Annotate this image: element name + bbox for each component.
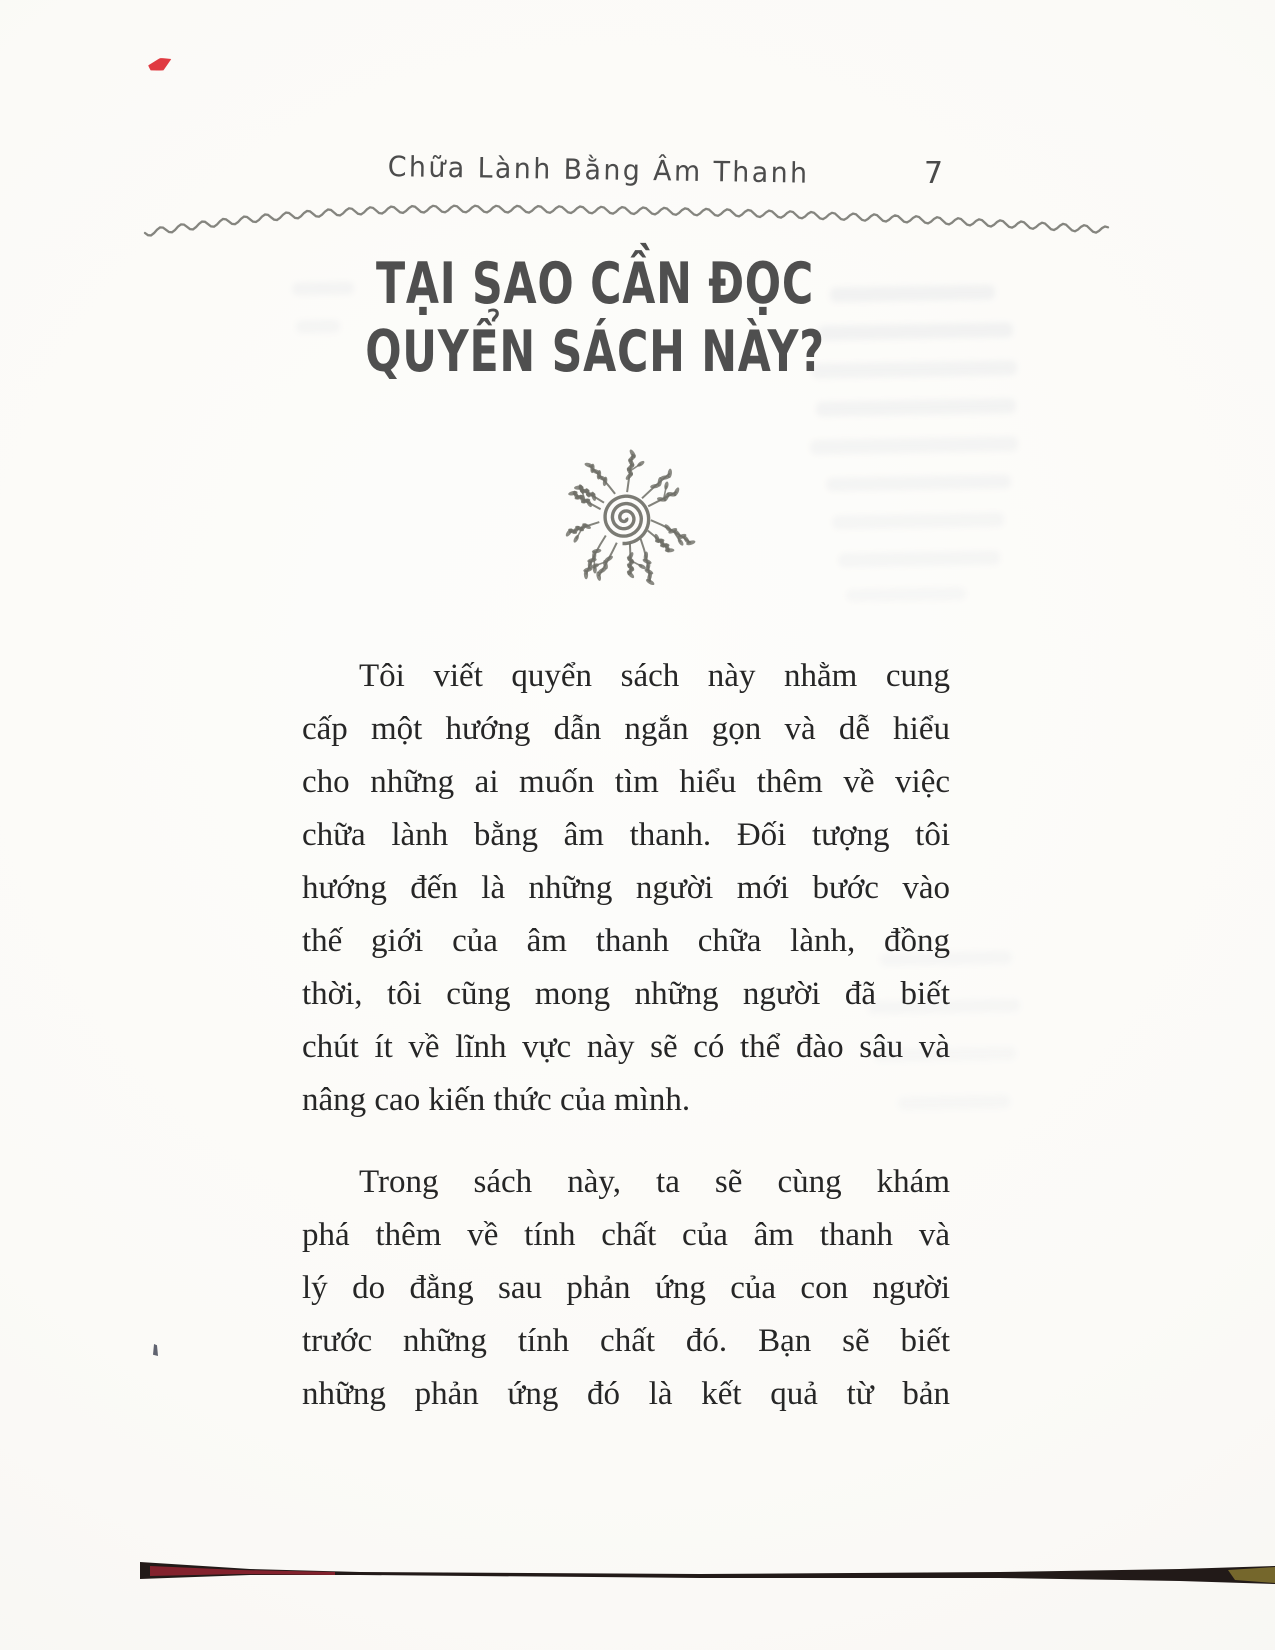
text-line: Tôi viết quyển sách này nhằm cung (359, 658, 950, 694)
spiral-leaf-mandala-icon (540, 436, 704, 604)
show-through-artifact (846, 587, 966, 602)
text-line: thời, tôi cũng mong những người đã biết (302, 976, 950, 1012)
text-line: Trong sách này, ta sẽ cùng khám (359, 1164, 950, 1200)
scan-ink-speck (153, 1344, 158, 1356)
text-line: thế giới của âm thanh chữa lành, đồng (302, 923, 950, 959)
chapter-title-line: TẠI SAO CẦN ĐỌC (375, 251, 815, 317)
page-number: 7 (924, 156, 944, 191)
show-through-artifact (832, 513, 1004, 530)
text-line: những phản ứng đó là kết quả từ bản (302, 1376, 950, 1412)
text-line: trước những tính chất đó. Bạn sẽ biết (302, 1323, 950, 1359)
text-line: nâng cao kiến thức của mình. (302, 1082, 691, 1118)
chapter-title-line: QUYỂN SÁCH NÀY? (365, 319, 825, 385)
paragraph (302, 650, 950, 1127)
chapter-title (149, 250, 1042, 386)
scan-red-fleck (147, 56, 173, 72)
text-line: hướng đến là những người mới bước vào (302, 870, 950, 906)
text-line: chút ít về lĩnh vực này sẽ có thể đào sâu và (302, 1029, 950, 1065)
scan-book-bottom-edge (0, 1548, 1275, 1593)
show-through-artifact (826, 474, 1011, 491)
show-through-artifact (816, 398, 1016, 416)
body-text (302, 650, 950, 1421)
paragraph (302, 1156, 950, 1421)
show-through-artifact (838, 551, 1000, 568)
text-line: lý do đằng sau phản ứng của con người (302, 1270, 950, 1306)
text-line: chữa lành bằng âm thanh. Đối tượng tôi (302, 817, 950, 853)
text-line: phá thêm về tính chất của âm thanh và (302, 1217, 950, 1253)
running-title: Chữa Lành Bằng Âm Thanh (387, 150, 810, 190)
show-through-artifact (810, 436, 1018, 455)
text-line: cho những ai muốn tìm hiểu thêm về việc (302, 764, 950, 800)
text-line: cấp một hướng dẫn ngắn gọn và dễ hiểu (302, 711, 950, 747)
